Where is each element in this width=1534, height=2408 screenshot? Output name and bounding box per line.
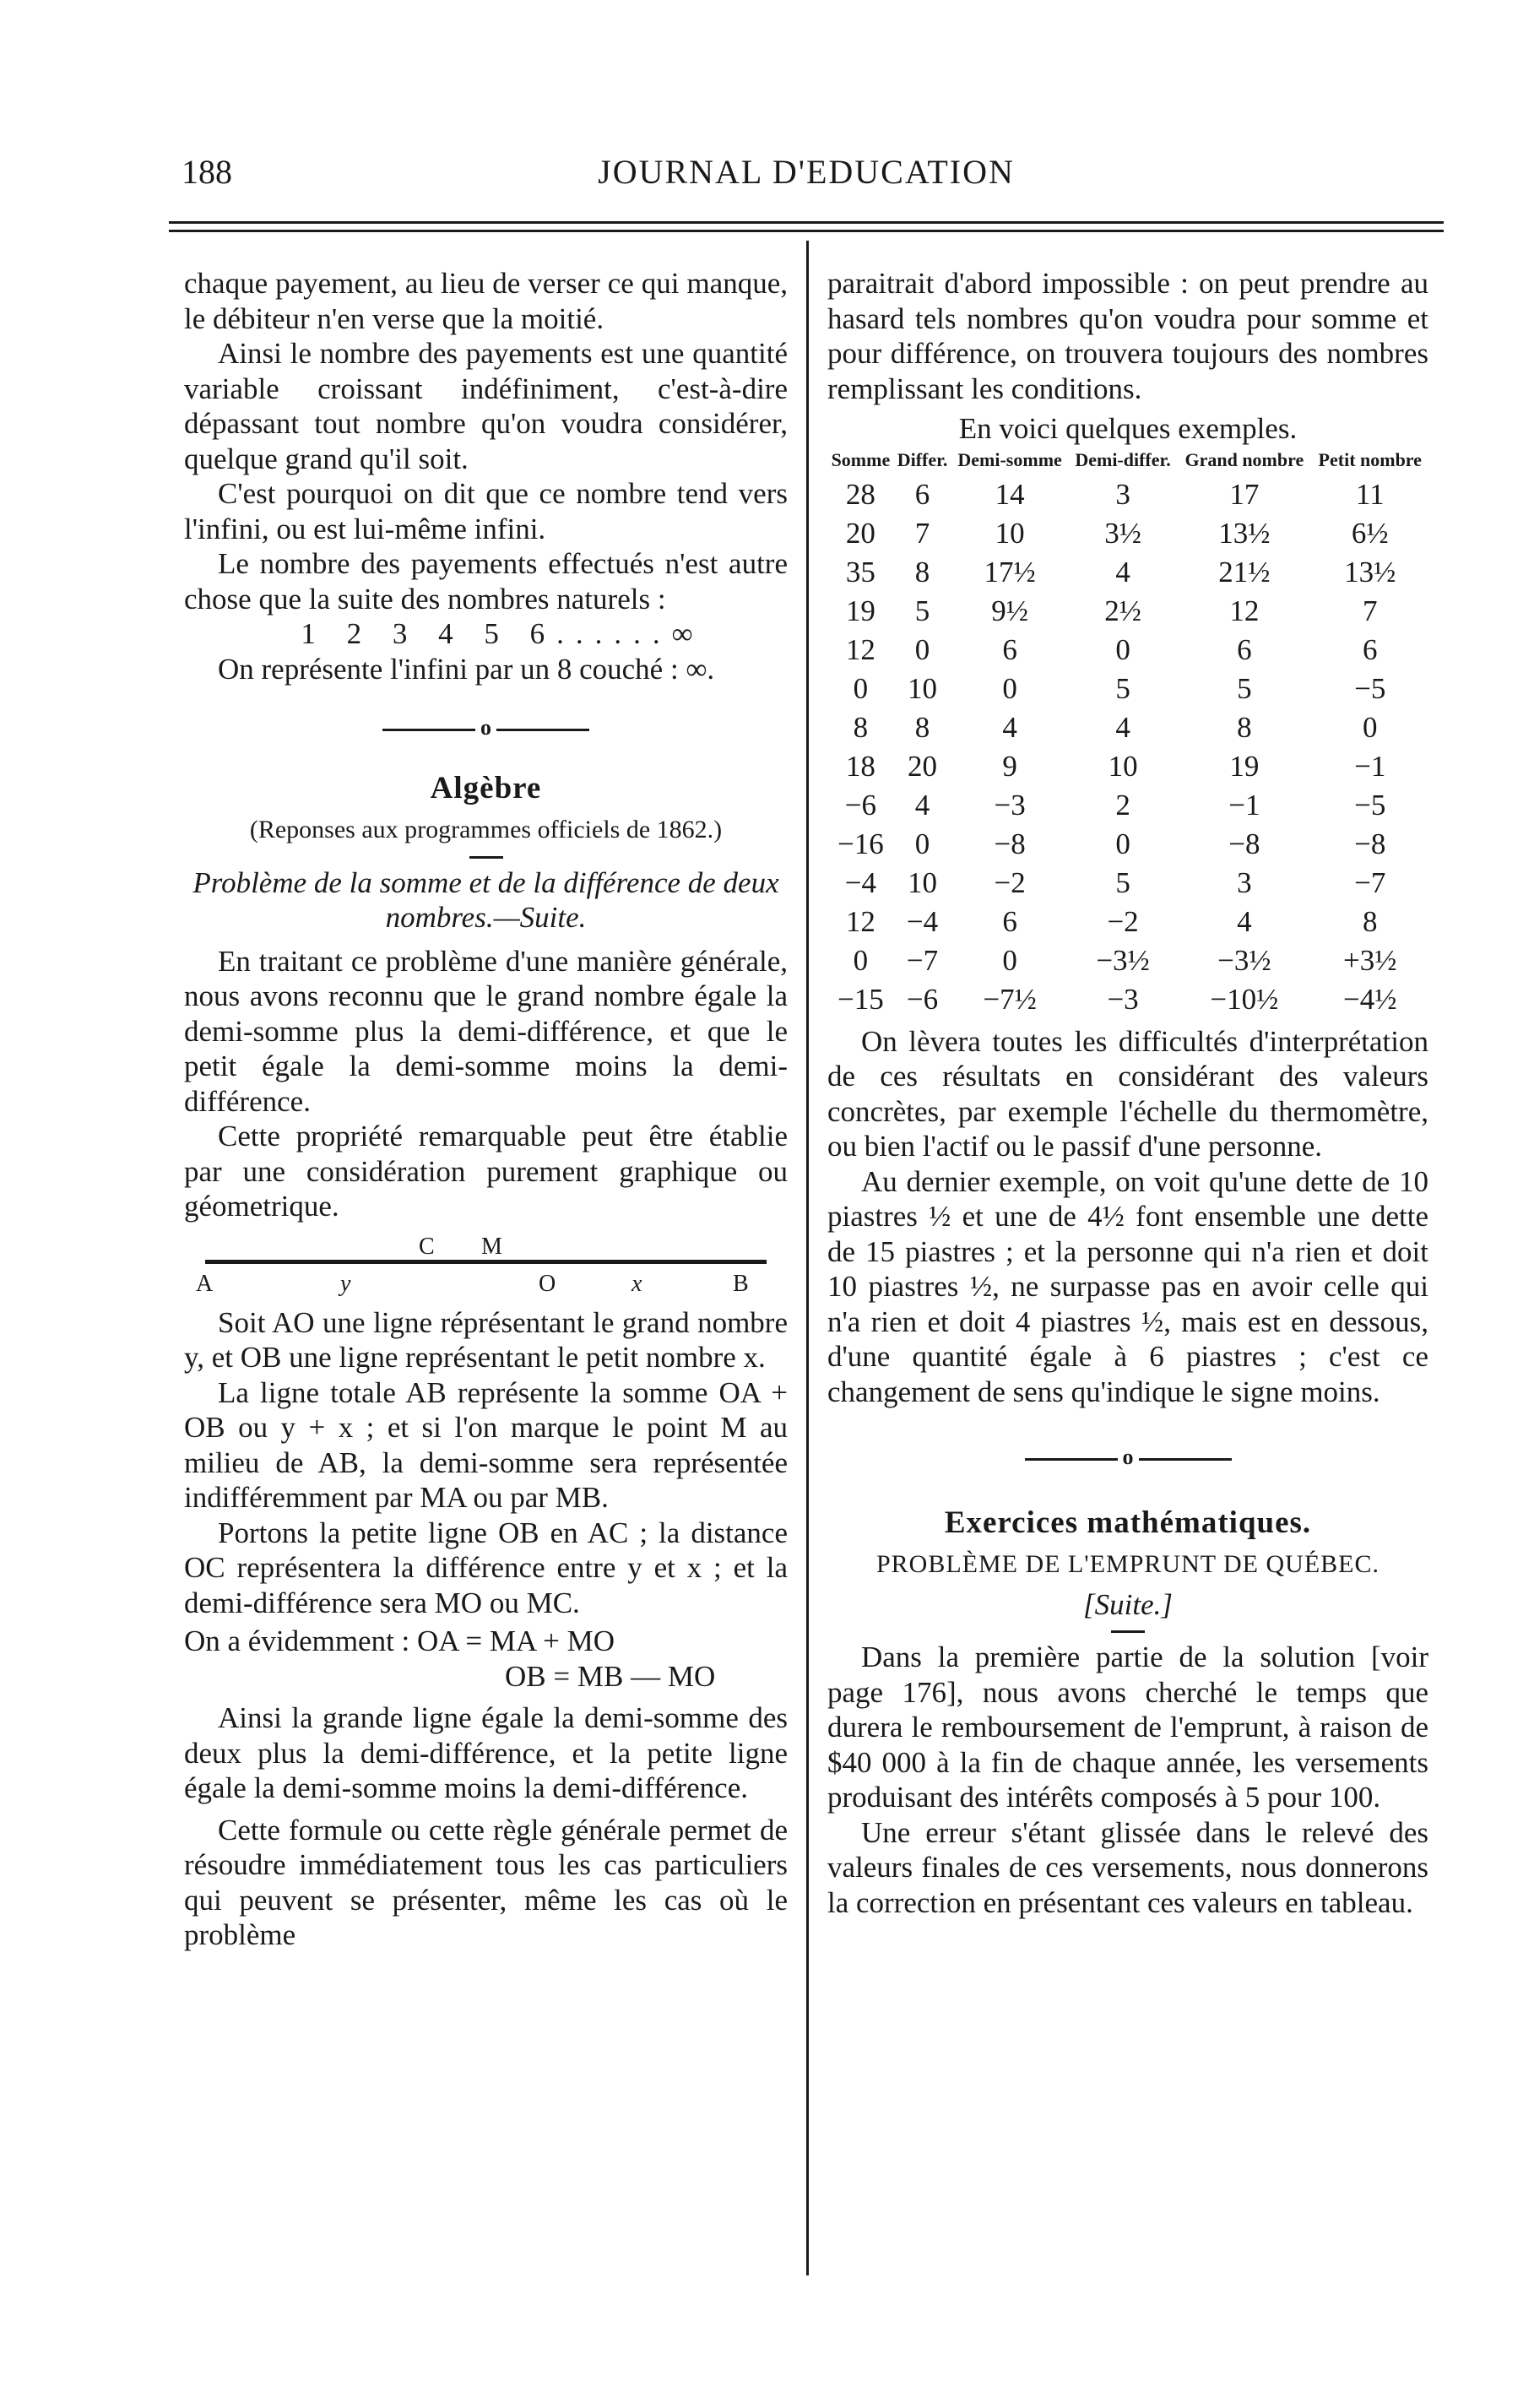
table-cell: 0: [1002, 943, 1017, 977]
equation-line: OB = MB — MO: [505, 1659, 716, 1693]
table-cell: −3: [994, 788, 1026, 822]
table-cell: 8: [914, 710, 930, 744]
table-cell: 13½: [1344, 555, 1396, 588]
table-header-cell: Grand nombre: [1184, 448, 1304, 470]
table-cell: 0: [853, 671, 869, 705]
table-cell: −1: [1354, 749, 1386, 783]
paragraph: Ainsi le nombre des payements est une quantité variable croissant indéfiniment, c'est-à-dire dépassant tout nombre qu'on voudra considérer, quelque grand qu'il soit.: [184, 337, 788, 475]
header-rule-top: [169, 221, 1444, 224]
section-separator: [184, 710, 788, 746]
table-cell: 3½: [1104, 516, 1141, 550]
table-cell: 11: [1355, 477, 1385, 511]
table-header-cell: Somme: [831, 448, 891, 470]
table-cell: 12: [845, 632, 875, 666]
table-cell: 19: [1229, 749, 1260, 783]
table-cell: 6: [914, 477, 930, 511]
paragraph: Le nombre des payements effectués n'est autre chose que la suite des nombres naturels :: [184, 547, 788, 616]
table-cell: 20: [908, 749, 938, 783]
paragraph: En traitant ce problème d'une manière générale, nous avons reconnu que le grand nombre égale la demi-somme plus la demi-différence, et que le petit égale la demi-somme moins la demi-différence.: [184, 944, 788, 1118]
section-separator: [827, 1440, 1428, 1475]
paragraph: Portons la petite ligne OB en AC ; la distance OC représentera la différence entre y et x ; et la demi-différence sera MO ou MC.: [184, 1516, 788, 1619]
table-cell: 3: [1237, 865, 1252, 899]
table-cell: −3: [1107, 982, 1139, 1016]
section-subheading: (Reponses aux programmes officiels de 1862.): [249, 816, 723, 843]
table-row: [827, 825, 1428, 864]
table-cell: −8: [994, 827, 1026, 860]
table-cell: 0: [1115, 632, 1130, 666]
paragraph: paraitrait d'abord impossible : on peut prendre au hasard tels nombres qu'on voudra pour somme et pour différence, on trouvera toujours des nombres remplissant les conditions.: [827, 267, 1428, 405]
table-cell: −4½: [1343, 982, 1397, 1016]
table-cell: 0: [853, 943, 869, 977]
paragraph: Soit AO une ligne réprésentant le grand nombre y, et OB une ligne représentant le petit nombre x.: [184, 1305, 788, 1374]
table-cell: 10: [908, 865, 938, 899]
paragraph: Une erreur s'étant glissée dans le relevé des valeurs finales de ces versements, nous donnerons la correction en présentant ces valeurs en tableau.: [827, 1815, 1428, 1919]
diagram-line-ab: [205, 1260, 767, 1264]
table-cell: 17: [1229, 477, 1260, 511]
table-cell: 6: [1002, 904, 1017, 938]
equations: [184, 1624, 788, 1694]
table-row: [827, 747, 1428, 786]
table-cell: 5: [914, 594, 930, 627]
table-cell: 0: [1115, 827, 1130, 860]
diagram-label-y: y: [340, 1270, 351, 1297]
table-header-cell: Demi-differ.: [1075, 448, 1171, 470]
table-cell: 0: [914, 827, 930, 860]
paragraph: La ligne totale AB représente la somme OA + OB ou y + x ; et si l'on marque le point M au milieu de AB, la demi-somme sera représentée indifféremment par MA ou par MB.: [184, 1375, 788, 1514]
problem-title: Problème de la somme et de la différence de deux nombres.—Suite.: [192, 865, 779, 934]
table-row: [827, 592, 1428, 631]
suite-label: [Suite.]: [1083, 1587, 1173, 1621]
table-row: [827, 708, 1428, 747]
equation-line: On a évidemment : OA = MA + MO: [184, 1624, 615, 1657]
table-cell: 8: [1237, 710, 1252, 744]
table-cell: 9: [1002, 749, 1017, 783]
table-cell: 4: [1115, 710, 1130, 744]
table-row: [827, 514, 1428, 553]
short-rule: [469, 856, 503, 859]
table-cell: −6: [906, 982, 939, 1016]
table-cell: 8: [1363, 904, 1378, 938]
table-row: [827, 475, 1428, 514]
table-cell: −4: [906, 904, 939, 938]
table-header-cell: Petit nombre: [1318, 448, 1422, 470]
table-cell: −3½: [1217, 943, 1271, 977]
table-cell: −2: [1107, 904, 1139, 938]
table-cell: 17½: [984, 555, 1036, 588]
short-rule: [1111, 1630, 1145, 1633]
table-cell: 2: [1115, 788, 1130, 822]
table-cell: 4: [1002, 710, 1017, 744]
table-row: [827, 941, 1428, 980]
paragraph: chaque payement, au lieu de verser ce qui manque, le débiteur n'en verse que la moitié.: [184, 267, 788, 335]
table-cell: 18: [845, 749, 875, 783]
table-cell: 10: [908, 671, 938, 705]
table-cell: 3: [1115, 477, 1130, 511]
diagram-label-m: M: [481, 1233, 502, 1260]
section-heading: Exercices mathématiques.: [944, 1505, 1312, 1540]
separator-mark: o: [1122, 1445, 1134, 1469]
table-cell: −16: [837, 827, 884, 860]
table-cell: −5: [1354, 671, 1386, 705]
table-cell: 5: [1237, 671, 1252, 705]
table-cell: 5: [1115, 671, 1130, 705]
table-row: [827, 864, 1428, 903]
column-divider: [806, 241, 809, 2275]
diagram-label-c: C: [419, 1233, 435, 1260]
table-cell: 4: [914, 788, 930, 822]
header-rule-bottom: [169, 230, 1444, 232]
table-cell: −8: [1228, 827, 1260, 860]
diagram-label-x: x: [631, 1270, 642, 1297]
table-cell: 6: [1002, 632, 1017, 666]
table-cell: −1: [1228, 788, 1260, 822]
examples-intro: En voici quelques exemples.: [958, 412, 1298, 445]
table-row: [827, 631, 1428, 670]
paragraph: C'est pourquoi on dit que ce nombre tend vers l'infini, ou est lui-même infini.: [184, 477, 788, 545]
table-cell: 10: [995, 516, 1025, 550]
table-cell: −7½: [983, 982, 1037, 1016]
table-cell: 2½: [1104, 594, 1141, 627]
table-body: [827, 475, 1428, 1019]
table-cell: 7: [1363, 594, 1378, 627]
diagram-label-a: A: [196, 1270, 214, 1297]
paragraph: Cette propriété remarquable peut être établie par une considération purement graphique ou géometrique.: [184, 1120, 788, 1223]
table-cell: 8: [853, 710, 869, 744]
table-cell: −10½: [1210, 982, 1279, 1016]
table-cell: −15: [837, 982, 884, 1016]
table-row: [827, 903, 1428, 941]
table-cell: −2: [994, 865, 1026, 899]
table-cell: 28: [845, 477, 875, 511]
diagram-label-b: B: [733, 1270, 749, 1297]
page-number: 188: [182, 153, 232, 191]
separator-mark: o: [480, 715, 491, 740]
table-header-cell: Differ.: [897, 448, 948, 470]
table-cell: 6½: [1351, 516, 1389, 550]
table-row: [827, 553, 1428, 592]
table-row: [827, 786, 1428, 825]
diagram-label-o: O: [539, 1270, 556, 1297]
table-cell: −6: [844, 788, 877, 822]
paragraph: Ainsi la grande ligne égale la demi-somme des deux plus la demi-différence, et la petite ligne égale la demi-somme moins la demi-différence.: [184, 1701, 788, 1804]
table-cell: 19: [845, 594, 875, 627]
right-column: [827, 266, 1428, 1920]
table-cell: 9½: [991, 594, 1028, 627]
table-row: [827, 670, 1428, 708]
table-cell: 8: [914, 555, 930, 588]
paragraph: On représente l'infini par un 8 couché : ∞.: [218, 652, 715, 686]
paragraph: Cette formule ou cette règle générale permet de résoudre immédiatement tous les cas particuliers qui peuvent se présenter, même les cas où le problème: [184, 1813, 788, 1951]
natural-numbers: 1 2 3 4 5 6......∞: [301, 617, 705, 650]
table-cell: 20: [845, 516, 875, 550]
table-row: [827, 980, 1428, 1019]
table-cell: 6: [1237, 632, 1252, 666]
table-cell: 10: [1108, 749, 1138, 783]
left-column: [184, 266, 788, 1953]
table-cell: 0: [1002, 671, 1017, 705]
section-subheading: PROBLÈME DE L'EMPRUNT DE QUÉBEC.: [875, 1550, 1380, 1578]
table-cell: −7: [906, 943, 939, 977]
examples-table: [827, 450, 1428, 1019]
table-cell: −3½: [1096, 943, 1150, 977]
table-header-row: [827, 450, 1428, 475]
table-cell: +3½: [1343, 943, 1397, 977]
table-cell: −7: [1354, 865, 1386, 899]
table-cell: −4: [844, 865, 877, 899]
paragraph: Au dernier exemple, on voit qu'une dette de 10 piastres ½ et une de 4½ font ensemble une dette de 15 piastres ; et la personne qui n'a rien et doit 10 piastres ½, ne surpasse pas en avoir celle qui n'a rien et doit 4 piastres ½, mais est en dessous, d'une quantité égale à 6 piastres ; c'est ce changement de sens qu'indique le signe moins.: [827, 1164, 1428, 1408]
table-cell: 5: [1115, 865, 1130, 899]
table-cell: 0: [914, 632, 930, 666]
page-header: [182, 152, 1431, 203]
table-cell: 0: [1363, 710, 1378, 744]
journal-title: JOURNAL D'EDUCATION: [598, 153, 1015, 191]
section-heading: Algèbre: [430, 770, 542, 805]
paragraph: On lèvera toutes les difficultés d'interprétation de ces résultats en considérant des valeurs concrètes, par exemple l'échelle du thermomètre, ou bien l'actif ou le passif d'une personne.: [827, 1024, 1428, 1163]
table-cell: 4: [1115, 555, 1130, 588]
table-cell: 7: [914, 516, 930, 550]
table-cell: 12: [1229, 594, 1260, 627]
table-cell: −8: [1354, 827, 1386, 860]
table-cell: 13½: [1218, 516, 1271, 550]
table-cell: 14: [995, 477, 1025, 511]
table-cell: 4: [1237, 904, 1252, 938]
table-cell: −5: [1354, 788, 1386, 822]
line-diagram: [184, 1228, 788, 1300]
table-header-cell: Demi-somme: [957, 448, 1062, 470]
table-cell: 35: [845, 555, 875, 588]
table-cell: 21½: [1218, 555, 1271, 588]
paragraph: Dans la première partie de la solution [voir page 176], nous avons cherché le temps que durera le remboursement de l'emprunt, à raison de $40 000 à la fin de chaque année, les versements produisant des intérêts composés à 5 pour 100.: [827, 1641, 1428, 1814]
table-cell: 6: [1363, 632, 1378, 666]
table-cell: 12: [845, 904, 875, 938]
